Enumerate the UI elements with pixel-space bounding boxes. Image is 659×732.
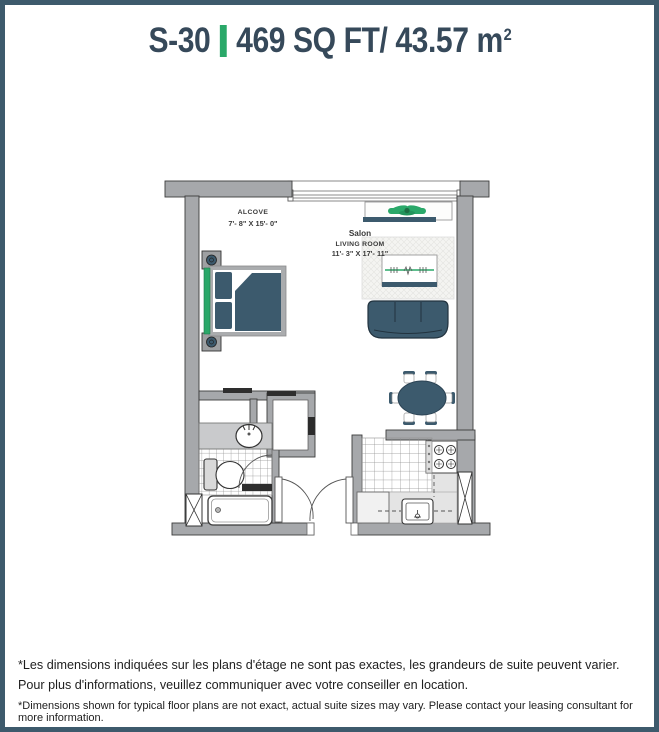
area-exponent: 2 bbox=[503, 25, 512, 44]
living-room-label: LIVING ROOM bbox=[335, 241, 385, 248]
bathroom bbox=[199, 423, 272, 525]
door-arc-left bbox=[282, 479, 313, 519]
coffee-table bbox=[382, 255, 437, 287]
kitchen-tile-floor bbox=[362, 438, 432, 492]
bathtub bbox=[208, 496, 272, 525]
title-separator-bar bbox=[220, 25, 227, 57]
kitchen bbox=[357, 438, 457, 524]
living-room-dimensions: 11'- 3" X 17'- 11" bbox=[331, 249, 389, 258]
bed bbox=[204, 266, 286, 336]
floor-plan-drawing bbox=[155, 168, 500, 540]
window bbox=[288, 181, 462, 201]
closet-door-notch bbox=[308, 417, 315, 435]
page-title bbox=[50, 21, 608, 61]
credenza bbox=[363, 202, 452, 222]
disclaimer-french: *Les dimensions indiquées sur les plans d'étage ne sont pas exactes, les grandeurs de suite peuvent varier. Pour plus d'informations, veuillez communiquer avec votre conseiller en location. bbox=[18, 656, 620, 692]
wall-left bbox=[185, 196, 199, 526]
closet-lintel-right bbox=[267, 391, 296, 396]
shaft-left bbox=[186, 494, 202, 526]
wall-top-right bbox=[460, 181, 489, 197]
wall-bottom-right bbox=[352, 523, 490, 535]
door-jamb-left bbox=[307, 523, 314, 535]
closet-lintel-left bbox=[223, 388, 252, 393]
door-leaf-right bbox=[346, 477, 353, 523]
stove bbox=[426, 441, 457, 473]
suite-code: S-30 bbox=[148, 21, 211, 60]
pillow bbox=[215, 302, 232, 329]
dining-table bbox=[398, 381, 446, 415]
bed-area bbox=[202, 251, 286, 351]
alcove-dimensions: 7'- 8" X 15'- 0" bbox=[228, 219, 278, 228]
bathroom-half-wall bbox=[242, 484, 272, 491]
door-jamb-right bbox=[351, 523, 358, 535]
wall-closet-divider bbox=[250, 399, 257, 424]
fridge bbox=[357, 492, 389, 523]
sofa bbox=[368, 301, 448, 338]
toilet bbox=[204, 459, 244, 490]
headboard bbox=[204, 268, 210, 334]
closet-right-interior bbox=[273, 400, 308, 450]
salon-label: Salon bbox=[348, 229, 372, 238]
kitchen-sink bbox=[402, 499, 433, 524]
dining-set bbox=[389, 371, 455, 425]
pillow bbox=[215, 272, 232, 299]
vanity-sink bbox=[236, 425, 262, 448]
wall-top-left bbox=[165, 181, 292, 197]
door-arc-right bbox=[310, 479, 346, 521]
shaft-right bbox=[458, 472, 472, 524]
suite-area: 469 SQ FT/ 43.57 $m^2$ bbox=[236, 21, 512, 60]
disclaimer-english: *Dimensions shown for typical floor plans are not exact, actual suite sizes may vary. Please contact your leasing consultant for more information. bbox=[18, 700, 633, 725]
wall-right bbox=[457, 196, 473, 436]
door-leaf-left bbox=[275, 477, 282, 522]
alcove-label: ALCOVE bbox=[237, 209, 269, 216]
living-room-area bbox=[362, 202, 455, 425]
